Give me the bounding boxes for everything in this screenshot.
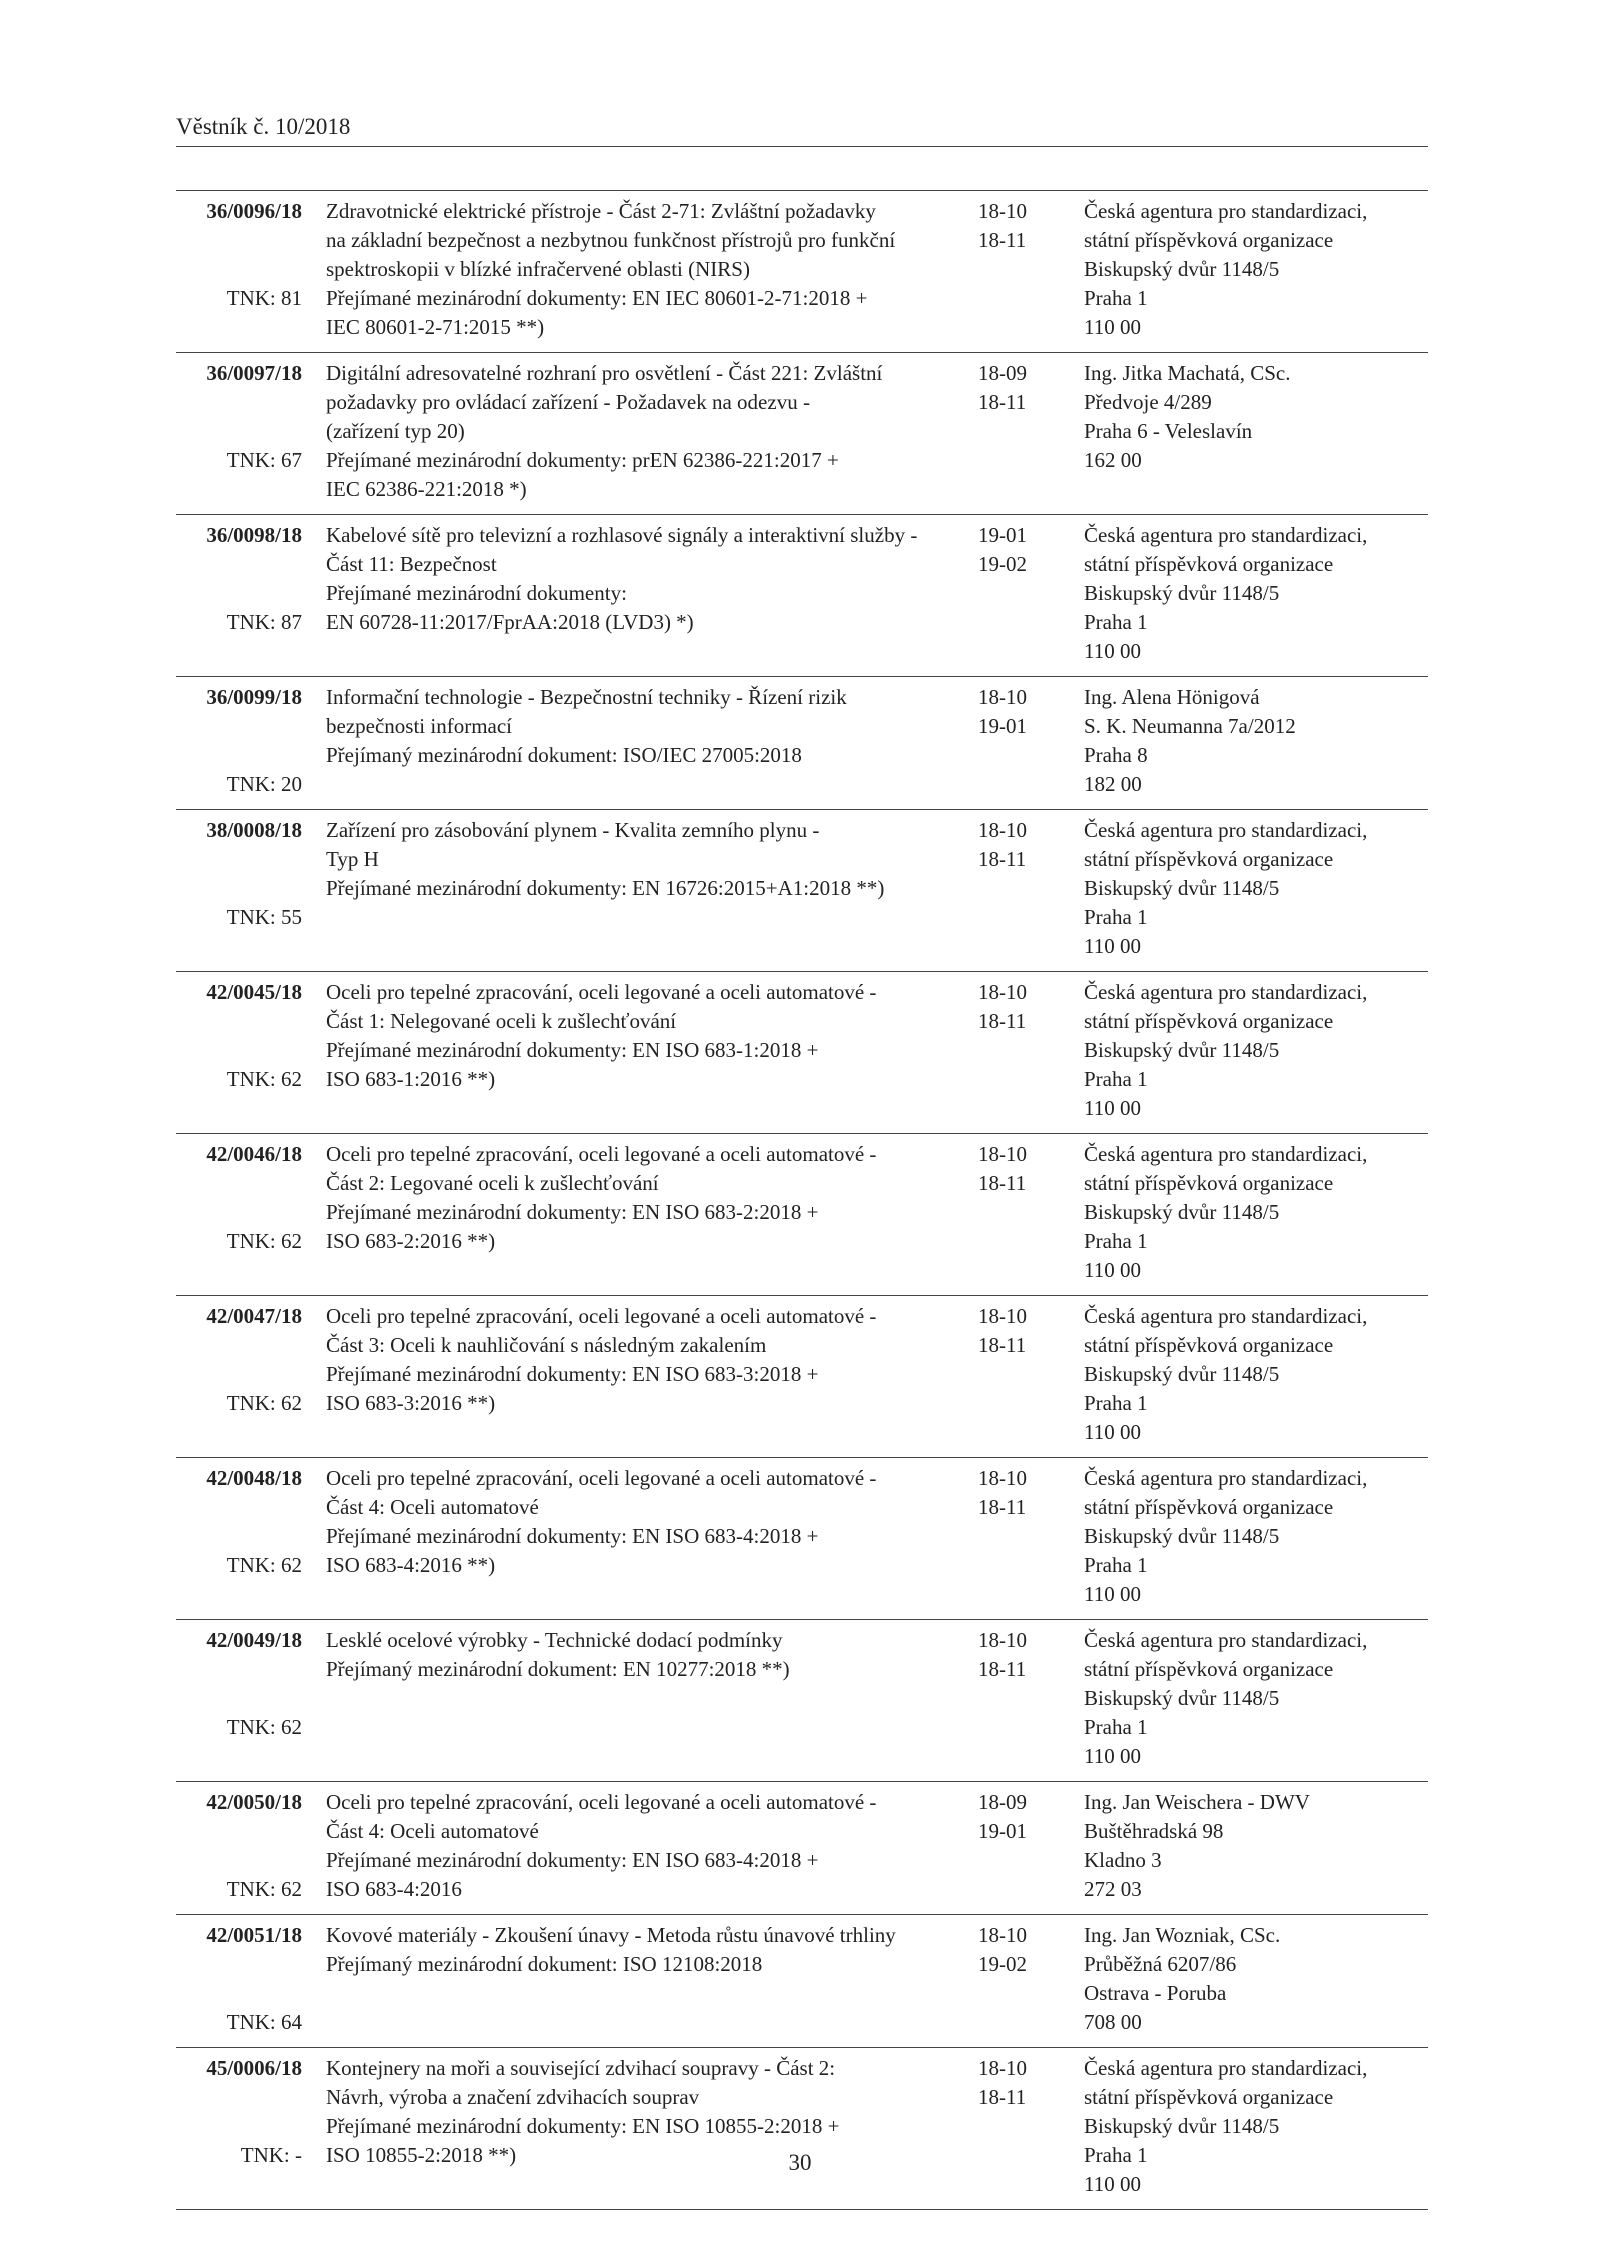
entry-id-cell [176, 1464, 326, 1609]
entry-number: 38/0008/18 [206, 818, 302, 842]
address-line: S. K. Neumanna 7a/2012 [1084, 714, 1296, 738]
table-row [176, 972, 1428, 1134]
table-row [176, 1620, 1428, 1782]
entry-address [1066, 1788, 1428, 1904]
entry-description [326, 816, 966, 961]
entry-tnk: TNK: 62 [226, 1229, 302, 1253]
description-line: Návrh, výroba a značení zdvihacích souprav [326, 2085, 700, 2109]
entry-description [326, 1626, 966, 1771]
table-row [176, 353, 1428, 515]
date-value: 18-11 [978, 847, 1027, 871]
entry-description [326, 1788, 966, 1904]
description-line: IEC 62386-221:2018 *) [326, 477, 527, 501]
description-line: požadavky pro ovládací zařízení - Požadavek na odezvu - [326, 390, 810, 414]
address-line: 110 00 [1084, 1420, 1141, 1444]
description-line: Přejímané mezinárodní dokumenty: EN ISO 683-2:2018 + [326, 1200, 819, 1224]
table-row [176, 810, 1428, 972]
address-line: Česká agentura pro standardizaci, [1084, 1304, 1368, 1328]
entry-description [326, 1921, 966, 2037]
address-line: Kladno 3 [1084, 1848, 1162, 1872]
description-line: EN 60728-11:2017/FprAA:2018 (LVD3) *) [326, 610, 694, 634]
date-value: 18-09 [978, 1790, 1027, 1814]
date-value: 18-11 [978, 1009, 1027, 1033]
date-value: 18-11 [978, 1657, 1027, 1681]
table-row [176, 515, 1428, 677]
address-line: Biskupský dvůr 1148/5 [1084, 1524, 1280, 1548]
address-line: státní příspěvková organizace [1084, 1333, 1334, 1357]
address-line: Ing. Jitka Machatá, CSc. [1084, 361, 1291, 385]
entry-address [1066, 359, 1428, 504]
entry-tnk: TNK: 55 [226, 905, 302, 929]
entry-number: 42/0050/18 [206, 1790, 302, 1814]
description-line: Přejímané mezinárodní dokumenty: EN ISO 683-3:2018 + [326, 1362, 819, 1386]
address-line: Biskupský dvůr 1148/5 [1084, 257, 1280, 281]
entry-number: 36/0097/18 [206, 361, 302, 385]
entry-description [326, 197, 966, 342]
entry-id-cell [176, 2054, 326, 2199]
description-line: Přejímaný mezinárodní dokument: ISO/IEC 27005:2018 [326, 743, 802, 767]
address-line: státní příspěvková organizace [1084, 1495, 1334, 1519]
entry-dates [966, 816, 1066, 961]
description-line: Přejímaný mezinárodní dokument: EN 10277:2018 **) [326, 1657, 790, 1681]
description-line: spektroskopii v blízké infračervené oblasti (NIRS) [326, 257, 750, 281]
entry-id-cell [176, 197, 326, 342]
description-line: Přejímané mezinárodní dokumenty: EN ISO 683-1:2018 + [326, 1038, 819, 1062]
address-line: Biskupský dvůr 1148/5 [1084, 1686, 1280, 1710]
entry-dates [966, 2054, 1066, 2199]
table-row [176, 677, 1428, 810]
address-line: Praha 6 - Veleslavín [1084, 419, 1253, 443]
entry-dates [966, 521, 1066, 666]
address-line: Předvoje 4/289 [1084, 390, 1212, 414]
description-line: Oceli pro tepelné zpracování, oceli legované a oceli automatové - [326, 1304, 877, 1328]
description-line: Část 1: Nelegované oceli k zušlechťování [326, 1009, 677, 1033]
description-line: Typ H [326, 847, 379, 871]
description-line: Oceli pro tepelné zpracování, oceli legované a oceli automatové - [326, 1466, 877, 1490]
address-line: Biskupský dvůr 1148/5 [1084, 581, 1280, 605]
address-line: Praha 1 [1084, 610, 1148, 634]
date-value: 18-09 [978, 361, 1027, 385]
entry-description [326, 359, 966, 504]
description-line: ISO 683-1:2016 **) [326, 1067, 496, 1091]
entry-id-cell [176, 1788, 326, 1904]
description-line: Oceli pro tepelné zpracování, oceli legované a oceli automatové - [326, 1142, 877, 1166]
address-line: Česká agentura pro standardizaci, [1084, 1628, 1368, 1652]
description-line: na základní bezpečnost a nezbytnou funkčnost přístrojů pro funkční [326, 228, 896, 252]
entry-number: 42/0048/18 [206, 1466, 302, 1490]
date-value: 19-02 [978, 1952, 1027, 1976]
address-line: Česká agentura pro standardizaci, [1084, 199, 1368, 223]
entry-description [326, 2054, 966, 2199]
description-line: Část 4: Oceli automatové [326, 1819, 539, 1843]
date-value: 18-10 [978, 818, 1027, 842]
entry-dates [966, 1626, 1066, 1771]
entry-address [1066, 2054, 1428, 2199]
date-value: 18-11 [978, 390, 1027, 414]
date-value: 18-10 [978, 1628, 1027, 1652]
address-line: 110 00 [1084, 1582, 1141, 1606]
entry-id-cell [176, 683, 326, 799]
address-line: Praha 8 [1084, 743, 1148, 767]
entry-id-cell [176, 1302, 326, 1447]
address-line: 272 03 [1084, 1877, 1142, 1901]
date-value: 18-10 [978, 1304, 1027, 1328]
date-value: 19-01 [978, 714, 1027, 738]
description-line: ISO 10855-2:2018 **) [326, 2143, 517, 2167]
address-line: 110 00 [1084, 2172, 1141, 2196]
entry-address [1066, 816, 1428, 961]
entry-dates [966, 1921, 1066, 2037]
description-line: Zdravotnické elektrické přístroje - Část 2-71: Zvláštní požadavky [326, 199, 876, 223]
description-line: Kabelové sítě pro televizní a rozhlasové signály a interaktivní služby - [326, 523, 918, 547]
entry-address [1066, 521, 1428, 666]
table-row [176, 2048, 1428, 2210]
entry-address [1066, 1626, 1428, 1771]
description-line: Přejímaný mezinárodní dokument: ISO 12108:2018 [326, 1952, 763, 1976]
description-line: Přejímané mezinárodní dokumenty: EN ISO 683-4:2018 + [326, 1848, 819, 1872]
description-line: (zařízení typ 20) [326, 419, 465, 443]
address-line: Česká agentura pro standardizaci, [1084, 523, 1368, 547]
entry-description [326, 1140, 966, 1285]
description-line: Přejímané mezinárodní dokumenty: EN IEC 80601-2-71:2018 + [326, 286, 868, 310]
date-value: 18-10 [978, 685, 1027, 709]
entry-tnk: TNK: 62 [226, 1877, 302, 1901]
entry-id-cell [176, 1626, 326, 1771]
address-line: Biskupský dvůr 1148/5 [1084, 1200, 1280, 1224]
entry-address [1066, 1464, 1428, 1609]
entry-address [1066, 197, 1428, 342]
address-line: státní příspěvková organizace [1084, 847, 1334, 871]
entry-number: 42/0051/18 [206, 1923, 302, 1947]
date-value: 18-10 [978, 1142, 1027, 1166]
page-header [176, 112, 1428, 147]
date-value: 18-10 [978, 1923, 1027, 1947]
description-line: ISO 683-4:2016 **) [326, 1553, 496, 1577]
table-row [176, 191, 1428, 353]
address-line: 110 00 [1084, 1096, 1141, 1120]
date-value: 18-11 [978, 2085, 1027, 2109]
address-line: Ing. Jan Wozniak, CSc. [1084, 1923, 1281, 1947]
address-line: Praha 1 [1084, 2143, 1148, 2167]
description-line: Přejímané mezinárodní dokumenty: EN ISO 683-4:2018 + [326, 1524, 819, 1548]
description-line: Oceli pro tepelné zpracování, oceli legované a oceli automatové - [326, 980, 877, 1004]
date-value: 18-10 [978, 2056, 1027, 2080]
table-row [176, 1134, 1428, 1296]
date-value: 18-11 [978, 1495, 1027, 1519]
entry-number: 42/0049/18 [206, 1628, 302, 1652]
entry-id-cell [176, 521, 326, 666]
entry-address [1066, 1140, 1428, 1285]
address-line: 162 00 [1084, 448, 1142, 472]
description-line: Přejímané mezinárodní dokumenty: EN ISO 10855-2:2018 + [326, 2114, 840, 2138]
entry-description [326, 1464, 966, 1609]
address-line: státní příspěvková organizace [1084, 2085, 1334, 2109]
entry-tnk: TNK: 62 [226, 1391, 302, 1415]
date-value: 18-11 [978, 228, 1027, 252]
address-line: 110 00 [1084, 934, 1141, 958]
entry-number: 36/0099/18 [206, 685, 302, 709]
date-value: 19-01 [978, 523, 1027, 547]
address-line: Praha 1 [1084, 1553, 1148, 1577]
entry-number: 42/0047/18 [206, 1304, 302, 1328]
entry-dates [966, 1302, 1066, 1447]
description-line: Přejímané mezinárodní dokumenty: [326, 581, 627, 605]
description-line: ISO 683-3:2016 **) [326, 1391, 496, 1415]
entry-tnk: TNK: 64 [226, 2010, 302, 2034]
entry-address [1066, 1921, 1428, 2037]
date-value: 18-10 [978, 199, 1027, 223]
description-line: Přejímané mezinárodní dokumenty: EN 16726:2015+A1:2018 **) [326, 876, 885, 900]
address-line: Biskupský dvůr 1148/5 [1084, 1362, 1280, 1386]
date-value: 18-11 [978, 1171, 1027, 1195]
address-line: Česká agentura pro standardizaci, [1084, 980, 1368, 1004]
address-line: státní příspěvková organizace [1084, 228, 1334, 252]
description-line: IEC 80601-2-71:2015 **) [326, 315, 545, 339]
description-line: ISO 683-4:2016 [326, 1877, 462, 1901]
address-line: Praha 1 [1084, 1715, 1148, 1739]
entry-id-cell [176, 816, 326, 961]
entry-dates [966, 1788, 1066, 1904]
address-line: Průběžná 6207/86 [1084, 1952, 1237, 1976]
address-line: Ing. Alena Hönigová [1084, 685, 1260, 709]
address-line: státní příspěvková organizace [1084, 1657, 1334, 1681]
entry-tnk: TNK: 20 [226, 772, 302, 796]
description-line: Přejímané mezinárodní dokumenty: prEN 62386-221:2017 + [326, 448, 839, 472]
address-line: státní příspěvková organizace [1084, 552, 1334, 576]
address-line: Praha 1 [1084, 286, 1148, 310]
page-number: 30 [788, 2150, 812, 2175]
date-value: 18-10 [978, 980, 1027, 1004]
address-line: Praha 1 [1084, 1229, 1148, 1253]
entry-tnk: TNK: 62 [226, 1067, 302, 1091]
address-line: Praha 1 [1084, 1391, 1148, 1415]
address-line: Česká agentura pro standardizaci, [1084, 1466, 1368, 1490]
date-value: 18-10 [978, 1466, 1027, 1490]
entry-address [1066, 1302, 1428, 1447]
entry-id-cell [176, 1921, 326, 2037]
description-line: Část 11: Bezpečnost [326, 552, 497, 576]
description-line: Informační technologie - Bezpečnostní techniky - Řízení rizik [326, 685, 847, 709]
description-line: Část 4: Oceli automatové [326, 1495, 539, 1519]
address-line: 110 00 [1084, 315, 1141, 339]
description-line: Zařízení pro zásobování plynem - Kvalita zemního plynu - [326, 818, 820, 842]
entry-dates [966, 1140, 1066, 1285]
entry-number: 45/0006/18 [206, 2056, 302, 2080]
table-row [176, 1782, 1428, 1915]
address-line: 110 00 [1084, 1258, 1141, 1282]
entry-number: 42/0046/18 [206, 1142, 302, 1166]
description-line: ISO 683-2:2016 **) [326, 1229, 496, 1253]
description-line: Část 3: Oceli k nauhličování s následným zakalením [326, 1333, 767, 1357]
date-value: 19-02 [978, 552, 1027, 576]
description-line: Digitální adresovatelné rozhraní pro osvětlení - Část 221: Zvláštní [326, 361, 883, 385]
address-line: 110 00 [1084, 639, 1141, 663]
entry-address [1066, 978, 1428, 1123]
address-line: 708 00 [1084, 2010, 1142, 2034]
address-line: Biskupský dvůr 1148/5 [1084, 876, 1280, 900]
address-line: Buštěhradská 98 [1084, 1819, 1224, 1843]
address-line: státní příspěvková organizace [1084, 1171, 1334, 1195]
entry-tnk: TNK: 62 [226, 1553, 302, 1577]
address-line: 110 00 [1084, 1744, 1141, 1768]
address-line: Biskupský dvůr 1148/5 [1084, 2114, 1280, 2138]
entry-dates [966, 197, 1066, 342]
address-line: Praha 1 [1084, 1067, 1148, 1091]
address-line: Biskupský dvůr 1148/5 [1084, 1038, 1280, 1062]
date-value: 19-01 [978, 1819, 1027, 1843]
entry-tnk: TNK: 81 [226, 286, 302, 310]
address-line: Česká agentura pro standardizaci, [1084, 818, 1368, 842]
address-line: Ing. Jan Weischera - DWV [1084, 1790, 1310, 1814]
description-line: Kovové materiály - Zkoušení únavy - Metoda růstu únavové trhliny [326, 1923, 896, 1947]
entry-dates [966, 359, 1066, 504]
description-line: Lesklé ocelové výrobky - Technické dodací podmínky [326, 1628, 783, 1652]
entry-number: 36/0098/18 [206, 523, 302, 547]
entry-tnk: TNK: 67 [226, 448, 302, 472]
entry-description [326, 683, 966, 799]
entry-number: 36/0096/18 [206, 199, 302, 223]
address-line: 182 00 [1084, 772, 1142, 796]
entry-description [326, 1302, 966, 1447]
entry-tnk: TNK: 62 [226, 1715, 302, 1739]
description-line: bezpečnosti informací [326, 714, 513, 738]
entry-dates [966, 978, 1066, 1123]
entry-id-cell [176, 1140, 326, 1285]
standards-list [176, 190, 1428, 2210]
table-row [176, 1296, 1428, 1458]
address-line: Česká agentura pro standardizaci, [1084, 2056, 1368, 2080]
address-line: Praha 1 [1084, 905, 1148, 929]
table-row [176, 1458, 1428, 1620]
entry-description [326, 978, 966, 1123]
journal-title: Věstník č. 10/2018 [176, 114, 351, 139]
description-line: Část 2: Legované oceli k zušlechťování [326, 1171, 659, 1195]
entry-id-cell [176, 359, 326, 504]
date-value: 18-11 [978, 1333, 1027, 1357]
description-line: Oceli pro tepelné zpracování, oceli legované a oceli automatové - [326, 1790, 877, 1814]
address-line: Česká agentura pro standardizaci, [1084, 1142, 1368, 1166]
entry-tnk: TNK: - [240, 2143, 302, 2167]
address-line: Ostrava - Poruba [1084, 1981, 1227, 2005]
description-line: Kontejnery na moři a související zdvihací soupravy - Část 2: [326, 2056, 836, 2080]
address-line: státní příspěvková organizace [1084, 1009, 1334, 1033]
entry-dates [966, 1464, 1066, 1609]
entry-description [326, 521, 966, 666]
entry-dates [966, 683, 1066, 799]
entry-address [1066, 683, 1428, 799]
entry-id-cell [176, 978, 326, 1123]
entry-number: 42/0045/18 [206, 980, 302, 1004]
entry-tnk: TNK: 87 [226, 610, 302, 634]
table-row [176, 1915, 1428, 2048]
